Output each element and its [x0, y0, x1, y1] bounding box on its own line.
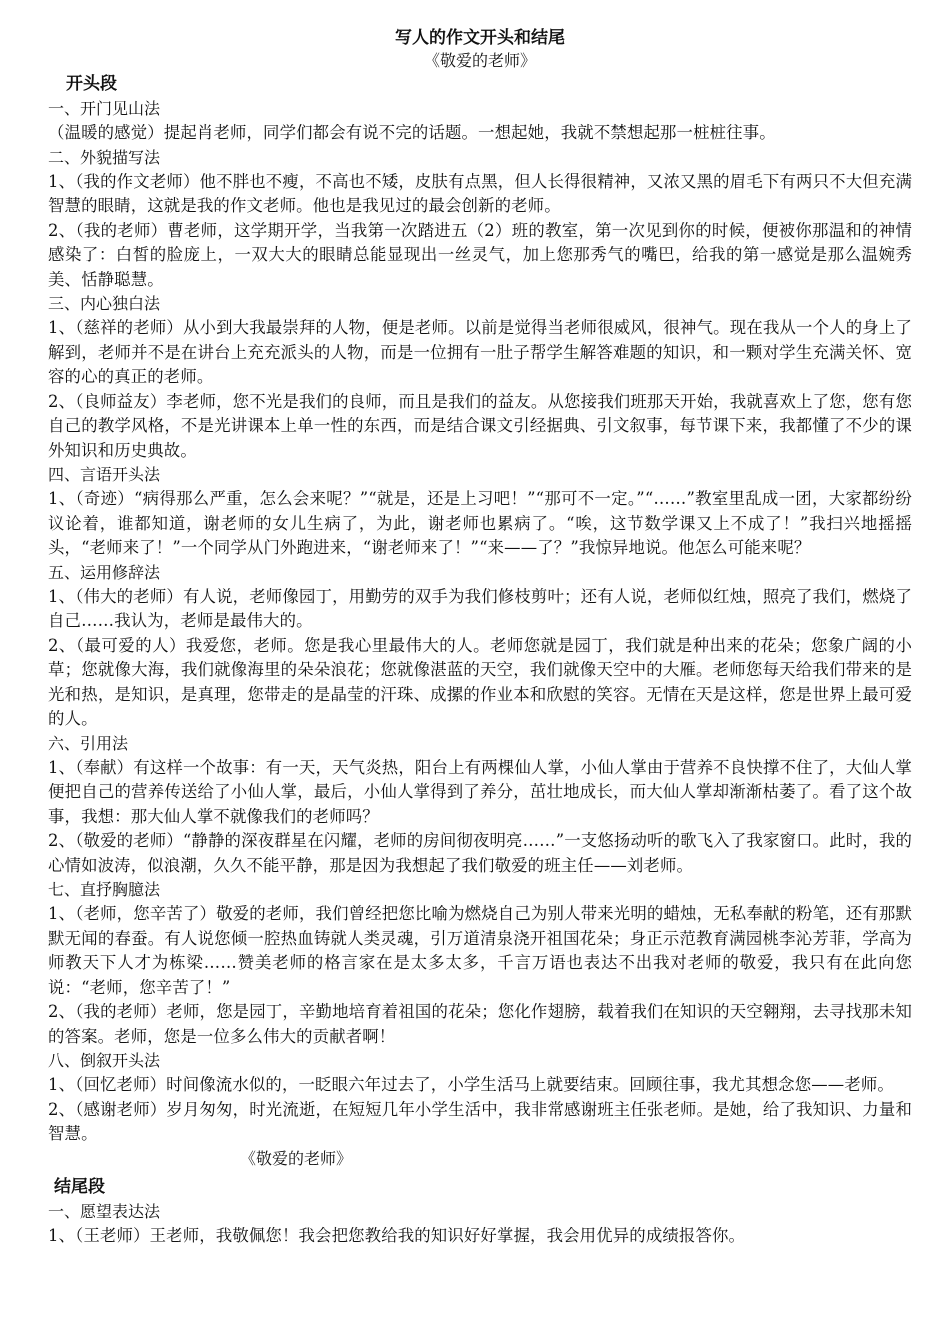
- method-heading: 四、言语开头法: [48, 465, 161, 484]
- example-paragraph: 2、（我的老师）曹老师，这学期开学，当我第一次踏进五（2）班的教室，第一次见到你的时候，便被你那温和的神情感染了：白皙的脸庞上，一双大大的眼睛总能显现出一丝灵气，加上您那秀气的嘴巴，给我的第一感觉是那么温婉秀美、恬静聪慧。: [48, 220, 912, 289]
- example-paragraph: 1、（伟大的老师）有人说，老师像园丁，用勤劳的双手为我们修枝剪叶；还有人说，老师似红烛，照亮了我们，燃烧了自己……我认为，老师是最伟大的。: [48, 586, 912, 630]
- method-heading: 一、愿望表达法: [48, 1201, 161, 1221]
- example-paragraph: 1、（回忆老师）时间像流水似的，一眨眼六年过去了，小学生活马上就要结束。回顾往事，我尤其想念您——老师。: [48, 1075, 894, 1094]
- closing-section-heading: 结尾段: [54, 1176, 105, 1197]
- example-paragraph: 1、（老师，您辛苦了）敬爱的老师，我们曾经把您比喻为燃烧自己为别人带来光明的蜡烛，无私奉献的粉笔，还有那默默无闻的春蚕。有人说您倾一腔热血铸就人类灵魂，引万道清泉浇开祖国花朵；身正示范教育满园桃李沁芳菲，学高为师教天下人才为栋梁……赞美老师的格言家在是太多太多，千言万语也表达不出我对老师的敬爱，我只有在此向您说：“老师，您辛苦了！”: [48, 904, 912, 997]
- method-heading: 七、直抒胸臆法: [48, 880, 161, 899]
- opening-section-heading: 开头段: [66, 74, 117, 94]
- example-paragraph: 1、（奉献）有这样一个故事：有一天，天气炎热，阳台上有两棵仙人掌，小仙人掌由于营养不良快撑不住了，大仙人掌便把自己的营养传送给了小仙人掌，最后，小仙人掌得到了养分，茁壮地成长，而大仙人掌却渐渐枯萎了。看了这个故事，我想：那大仙人掌不就像我们的老师吗？: [48, 757, 912, 826]
- example-paragraph: 2、（良师益友）李老师，您不光是我们的良师，而且是我们的益友。从您接我们班那天开始，我就喜欢上了您，您有您自己的教学风格，不是光讲课本上单一性的东西，而是结合课文引经据典、引文叙事，每节课下来，我都懂了不少的课外知识和历史典故。: [48, 391, 912, 460]
- method-heading: 五、运用修辞法: [48, 562, 161, 582]
- method-heading: 二、外貌描写法: [48, 147, 161, 167]
- opening-section: [48, 97, 912, 1147]
- example-paragraph: 1、（我的作文老师）他不胖也不瘦，不高也不矮，皮肤有点黑，但人长得很精神，又浓又黑的眉毛下有两只不大但充满智慧的眼睛，这就是我的作文老师。他也是我见过的最会创新的老师。: [48, 171, 912, 215]
- example-paragraph: 2、（我的老师）老师，您是园丁，辛勤地培育着祖国的花朵；您化作翅膀，载着我们在知识的天空翱翔，去寻找那未知的答案。老师，您是一位多么伟大的贡献者啊！: [48, 1002, 912, 1046]
- example-paragraph: 2、（敬爱的老师）“静静的深夜群星在闪耀，老师的房间彻夜明亮……”一支悠扬动听的歌飞入了我家窗口。此时，我的心情如波涛，似浪潮，久久不能平静，那是因为我想起了我们敬爱的班主任——刘老师。: [48, 831, 912, 875]
- document-subtitle: 《敬爱的老师》: [423, 51, 536, 70]
- mid-title: 《敬爱的老师》: [240, 1148, 353, 1168]
- example-paragraph: （温暖的感觉）提起肖老师，同学们都会有说不完的话题。一想起她，我就不禁想起那一桩桩往事。: [48, 123, 776, 142]
- example-paragraph: 2、（最可爱的人）我爱您，老师。您是我心里最伟大的人。老师您就是园丁，我们就是种出来的花朵；您象广阔的小草；您就像大海，我们就像海里的朵朵浪花；您就像湛蓝的天空，我们就像天空中的大雁。老师您每天给我们带来的是光和热，是知识，是真理，您带走的是晶莹的汗珠、成摞的作业本和欣慰的笑容。无情在天是这样，您是世界上最可爱的人。: [48, 635, 912, 728]
- example-paragraph: 1、（奇迹）“病得那么严重，怎么会来呢？”“就是，还是上习吧！”“那可不一定。”“……”教室里乱成一团，大家都纷纷议论着，谁都知道，谢老师的女儿生病了，为此，谢老师也累病了。“唉，这节数学课又上不成了！”我扫兴地摇摇头，“老师来了！”一个同学从门外跑进来，“谢老师来了！”“来——了？”我惊异地说。他怎么可能来呢？: [48, 489, 912, 557]
- example-paragraph: 1、（慈祥的老师）从小到大我最崇拜的人物，便是老师。以前是觉得当老师很威风，很神气。现在我从一个人的身上了解到，老师并不是在讲台上充充派头的人物，而是一位拥有一肚子帮学生解答难题的知识，和一颗对学生充满关怀、宽容的心的真正的老师。: [48, 318, 912, 386]
- closing-section: [48, 1200, 912, 1249]
- example-paragraph: 2、（感谢老师）岁月匆匆，时光流逝，在短短几年小学生活中，我非常感谢班主任张老师。是她，给了我知识、力量和智慧。: [48, 1099, 912, 1143]
- document-title: 写人的作文开头和结尾: [395, 28, 565, 48]
- method-heading: 一、开门见山法: [48, 99, 161, 118]
- method-heading: 八、倒叙开头法: [48, 1051, 161, 1070]
- method-heading: 六、引用法: [48, 733, 129, 753]
- example-paragraph: 1、（王老师）王老师，我敬佩您！我会把您教给我的知识好好掌握，我会用优异的成绩报答你。: [48, 1225, 746, 1245]
- method-heading: 三、内心独白法: [48, 294, 161, 313]
